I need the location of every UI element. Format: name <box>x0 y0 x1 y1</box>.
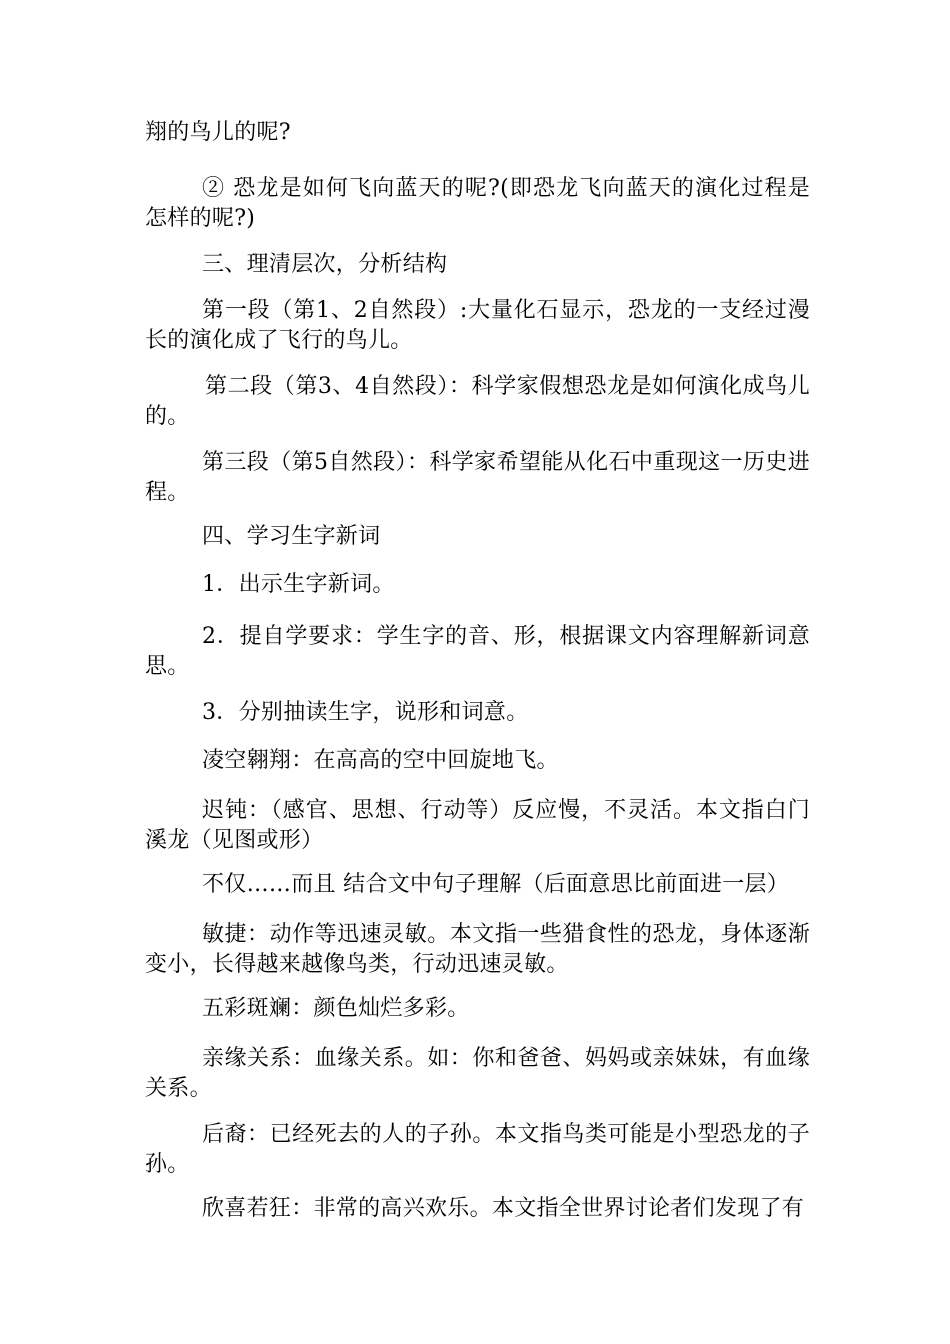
vocab-xinxi: 欣喜若狂：非常的高兴欢乐。本文指全世界讨论者们发现了有 <box>202 1196 805 1221</box>
vocab-minjie: 敏捷：动作等迅速灵敏。本文指一些猎食性的恐龙，身体逐渐变小，长得越来越像鸟类，行动迅速灵敏。 <box>145 922 810 977</box>
vocab-qinyuan: 亲缘关系：血缘关系。如：你和爸爸、妈妈或亲妹妹，有血缘关系。 <box>145 1046 810 1101</box>
paragraph-part-1: 第一段（第1、2自然段）:大量化石显示，恐龙的一支经过漫长的演化成了飞行的鸟儿。 <box>145 298 810 353</box>
section-heading-3: 三、理清层次，分析结构 <box>202 252 448 277</box>
list-item-1: 1．出示生字新词。 <box>202 572 395 597</box>
paragraph-part-2: 第二段（第3、4自然段）：科学家假想恐龙是如何演化成鸟儿的。 <box>145 374 810 429</box>
list-item-2: 2．提自学要求：学生字的音、形，根据课文内容理解新词意思。 <box>145 624 810 679</box>
list-item-3: 3．分别抽读生字，说形和词意。 <box>202 700 529 725</box>
paragraph-part-3: 第三段（第5自然段）：科学家希望能从化石中重现这一历史进程。 <box>145 450 810 505</box>
paragraph-question-2: ② 恐龙是如何飞向蓝天的呢?(即恐龙飞向蓝天的演化过程是怎样的呢?) <box>145 176 810 231</box>
paragraph-continuation: 翔的鸟儿的呢? <box>145 120 291 145</box>
vocab-chidun: 迟钝：（感官、思想、行动等）反应慢，不灵活。本文指白门溪龙（见图或形） <box>145 798 810 853</box>
vocab-wucai: 五彩斑斓：颜色灿烂多彩。 <box>202 996 470 1021</box>
vocab-lingkong: 凌空翱翔：在高高的空中回旋地飞。 <box>202 748 559 773</box>
section-heading-4: 四、学习生字新词 <box>202 524 381 549</box>
vocab-bujin-erqie: 不仅……而且 结合文中句子理解（后面意思比前面进一层） <box>202 872 790 897</box>
vocab-houyi: 后裔：已经死去的人的子孙。本文指鸟类可能是小型恐龙的子孙。 <box>145 1122 810 1177</box>
